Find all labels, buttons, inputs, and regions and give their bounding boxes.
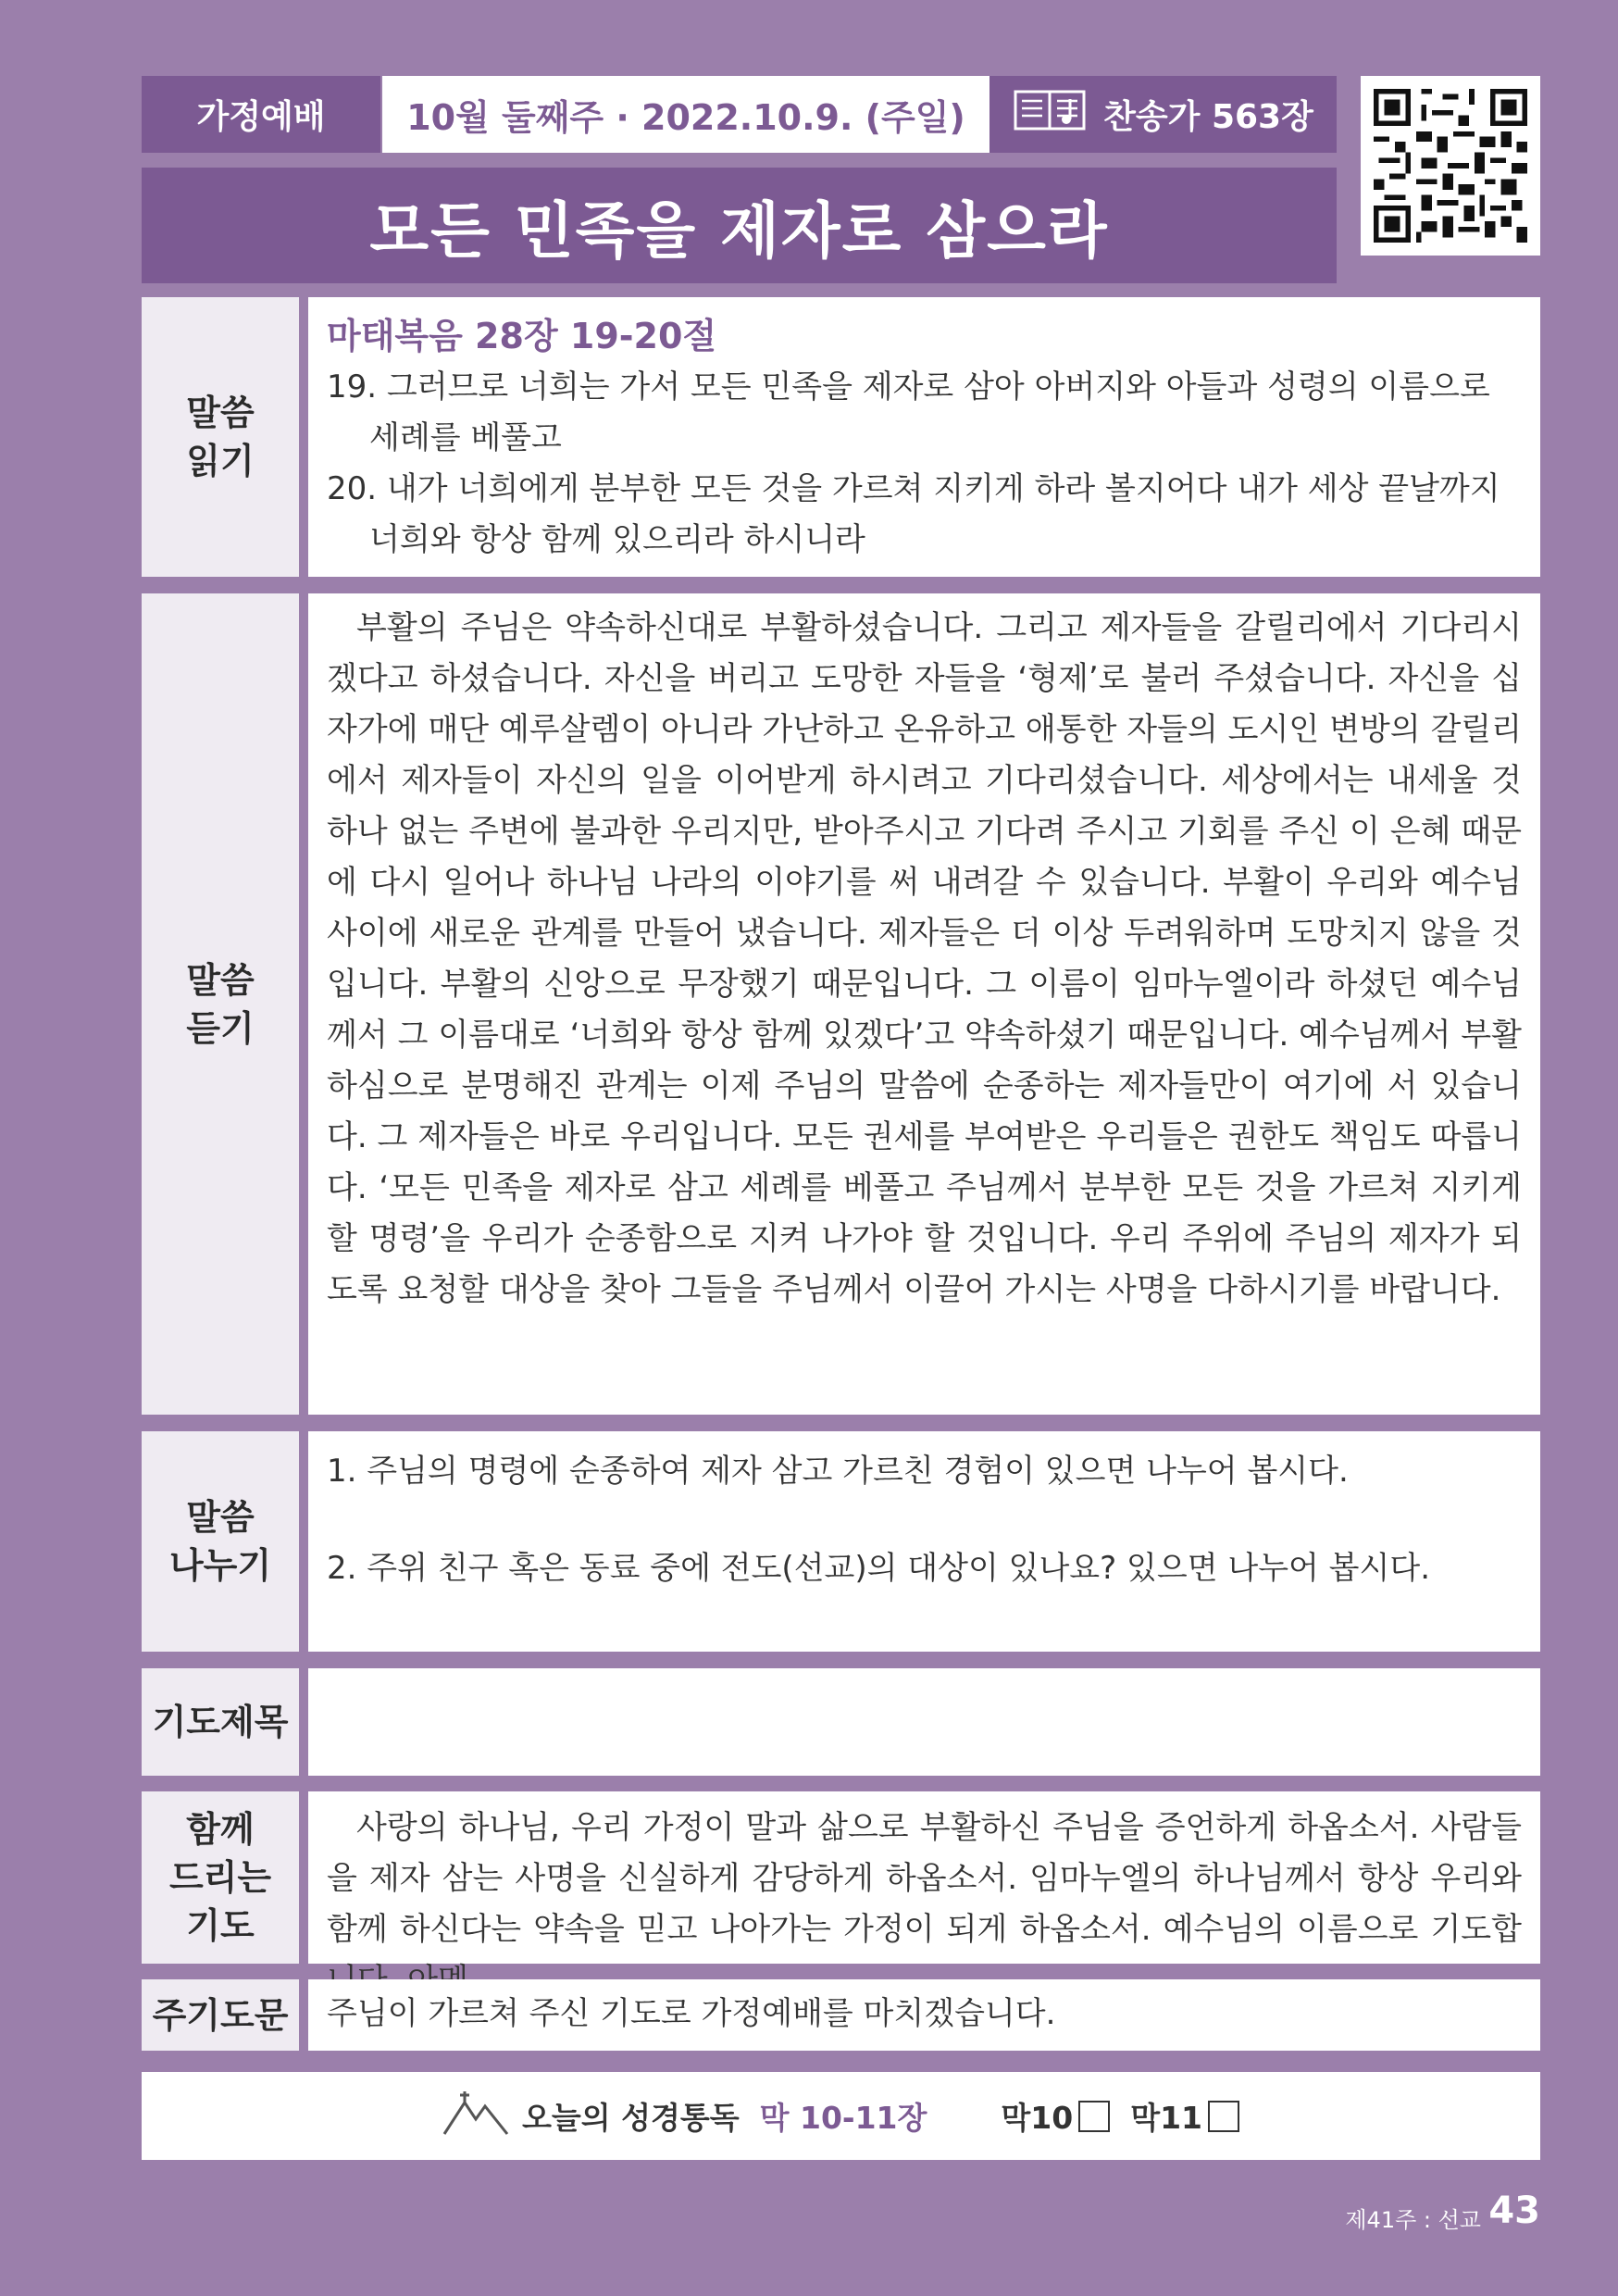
question-2: 2. 주위 친구 혹은 동료 중에 전도(선교)의 대상이 있나요? 있으면 나누어 봅시다. xyxy=(327,1550,1431,1587)
page-section: 제41주 : 선교 xyxy=(1345,2207,1481,2233)
sharing-label: 말씀 나누기 xyxy=(142,1431,299,1652)
prayer-title-label: 기도제목 xyxy=(142,1668,299,1776)
worship-date: 10월 둘째주 · 2022.10.9. (주일) xyxy=(382,76,989,153)
sharing-box xyxy=(308,1431,1540,1652)
checkbox-2[interactable] xyxy=(1208,2101,1239,2132)
joint-prayer-label: 함께 드리는 기도 xyxy=(142,1791,299,1964)
page-title: 모든 민족을 제자로 삼으라 xyxy=(142,168,1337,283)
reading-box xyxy=(308,297,1540,577)
reading-label: 말씀 읽기 xyxy=(142,297,299,577)
scripture-reference: 마태복음 28장 19-20절 xyxy=(327,316,717,356)
hymn-book-icon xyxy=(1013,86,1087,143)
closing-text: 주님이 가르쳐 주신 기도로 가정예배를 마치겠습니다. xyxy=(327,1995,1056,2032)
page-number: 43 xyxy=(1488,2190,1540,2232)
qr-code[interactable] xyxy=(1361,76,1540,256)
joint-prayer-text: 사랑의 하나님, 우리 가정이 말과 삶으로 부활하신 주님을 증언하게 하옵소서. 사람들을 제자 삼는 사명을 신실하게 감당하게 하옵소서. 임마누엘의 하나님께서 항상 우리와 함께 하신다는 약속을 믿고 나아가는 가정이 되게 하옵소서. 예수님의 이름으로 기도합 xyxy=(327,1809,1522,1948)
hymn-number xyxy=(989,76,1337,153)
closing-label: 주기도문 xyxy=(142,1979,299,2051)
reading-plan-range: 막 10-11장 xyxy=(759,2100,927,2136)
listening-label: 말씀 듣기 xyxy=(142,593,299,1415)
checkbox-1[interactable] xyxy=(1078,2101,1110,2132)
bible-reading-bar xyxy=(142,2072,1540,2160)
listening-box xyxy=(308,593,1540,1415)
worship-type-label: 가정예배 xyxy=(142,76,380,153)
hymn-label: 찬송가 563장 xyxy=(1103,98,1313,136)
verse-20: 20. 내가 너희에게 분부한 모든 것을 가르쳐 지키게 하라 볼지어다 내가 세상 끝날까지 너희와 항상 함께 있으리라 하시니라 xyxy=(327,470,1500,558)
mountain-cross-icon xyxy=(442,2090,509,2143)
sermon-text: 부활의 주님은 약속하신대로 부활하셨습니다. 그리고 제자들을 갈릴리에서 기다리시겠다고 하셨습니다. 자신을 버리고 도망한 자들을 ‘형제’로 불러 주셨습니다. 자신을 십자가에 매단 예루살렘이 아니라 가난하고 온유하고 애통한 자들의 도시인 변방의 갈릴리에서 제자들이 자신의 일을 이어받게 하시려고 기다리셨습니다. 세상에서는 내세울 것 하나 없는 주변에 불과한 우리지만, 받아주시고 기다려 주시고 기회를 주신 이 은혜 때문에 다시 일어나 하나님 나라의 이야기를 써 내려갈 수 있습니다. 부활이 우리와 예수님 사이에 새로운 관계를 만들어 냈습니다. 제자들은 더 이상 두려워하며 도망치지 않을 것입니다. 부활의 신앙으로 무장했기 때문입니다. 그 이름이 임마누엘이라 하셨던 예수님께서 그 이름대로 ‘너희와 항상 함께 있겠다’고 약속하셨기 때문입니다. 예수님께서 부활하심으로 분명해진 관계는 이제 주님의 말씀에 순종하는 제자들만이 여기에 서 있습니다. 그 제자들은 바로 우리입니다. 모든 권세를 부여받은 우리들은 권한도 책임도 따릅니다. ‘모든 민족을 제자로 삼고 세례를 베풀고 주님께서 분부한 모든 것을 가르쳐 지키게 할 명령’을 우리가 순종함으로 지켜 나가야 할 것입니다. 우리 주위에 주님의 제자가 되도록 요청할 대상을 찾아 그들을 주님께서 이끌어 가시는 사명을 다하시기를 바랍니다. xyxy=(327,609,1522,1308)
reading-plan-label: 오늘의 성경통독 xyxy=(521,2100,740,2136)
question-1: 1. 주님의 명령에 순종하여 제자 삼고 가르친 경험이 있으면 나누어 봅시다. xyxy=(327,1453,1349,1490)
prayer-title-box[interactable] xyxy=(308,1668,1540,1776)
verse-19: 19. 그러므로 너희는 가서 모든 민족을 제자로 삼아 아버지와 아들과 성령의 이름으로 세례를 베풀고 xyxy=(327,368,1490,456)
check-label-1: 막10 xyxy=(1001,2100,1074,2136)
closing-box xyxy=(308,1979,1540,2051)
check-label-2: 막11 xyxy=(1130,2100,1203,2136)
joint-prayer-box xyxy=(308,1791,1540,1964)
